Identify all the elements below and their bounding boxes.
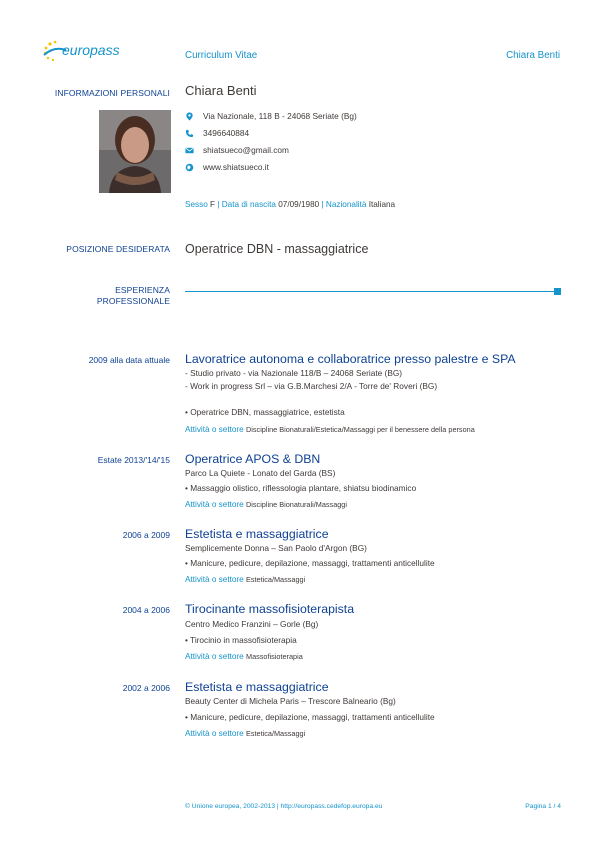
website-row (185, 162, 269, 172)
footer-copyright[interactable]: © Unione europea, 2002-2013 | http://europass.cedefop.europa.eu (185, 803, 383, 810)
website-icon (185, 163, 194, 172)
job-title: Tirocinante massofisioterapista (185, 602, 355, 616)
sector-label: Attività o settore (185, 652, 244, 661)
phone-row (185, 128, 249, 138)
job-sector (185, 652, 303, 661)
phone-text: 3496640884 (203, 128, 250, 138)
phone-icon (185, 129, 194, 138)
experience-label-line1: ESPERIENZA (115, 285, 170, 295)
svg-text:europass: europass (62, 42, 120, 58)
job-bullet: • Massaggio olistico, riflessologia plantare, shiatsu biodinamico (185, 483, 417, 493)
job-title: Estetista e massaggiatrice (185, 527, 329, 541)
personal-details-line (185, 200, 395, 209)
separator: | (217, 200, 220, 209)
footer-page-number: Pagina 1 / 4 (525, 803, 561, 810)
profile-photo (99, 110, 171, 193)
experience-label-line2: PROFESSIONALE (96, 296, 170, 306)
job-line: Semplicemente Donna – San Paolo d'Argon (BG) (185, 543, 367, 553)
address-row (185, 111, 357, 121)
website-text[interactable]: www.shiatsueco.it (203, 162, 269, 172)
sector-value: Estetica/Massaggi (246, 575, 306, 584)
desired-position-value: Operatrice DBN - massaggiatrice (185, 242, 369, 256)
europass-logo (42, 38, 137, 64)
sector-label: Attività o settore (185, 500, 244, 509)
email-icon (185, 146, 194, 155)
job-sector (185, 425, 475, 434)
nationality-value: Italiana (368, 200, 396, 209)
job-date: 2006 a 2009 (122, 530, 170, 540)
sector-label: Attività o settore (185, 575, 244, 584)
job-sector (185, 500, 347, 509)
sector-value: Discipline Bionaturali/Estetica/Massaggi per il benessere della persona (246, 425, 475, 434)
email-text[interactable]: shiatsueco@gmail.com (203, 145, 289, 155)
sector-value: Discipline Bionaturali/Massaggi (246, 500, 347, 509)
email-row (185, 145, 289, 155)
europass-logo-graphic (42, 38, 137, 64)
sector-value: Massofisioterapia (246, 652, 303, 661)
nationality-label: Nazionalità (325, 200, 367, 209)
job-title: Lavoratrice autonoma e collaboratrice presso palestre e SPA (185, 352, 516, 366)
job-bullet: • Manicure, pedicure, depilazione, massaggi, trattamenti anticellulite (185, 558, 435, 568)
job-title: Operatrice APOS & DBN (185, 452, 321, 466)
sex-label: Sesso (185, 200, 208, 209)
section-divider (185, 291, 555, 292)
sector-value: Estetica/Massaggi (246, 729, 306, 738)
profile-photo-illustration (99, 110, 171, 193)
job-line: Parco La Quiete - Lonato del Garda (BS) (185, 468, 336, 478)
job-title: Estetista e massaggiatrice (185, 680, 329, 694)
address-text: Via Nazionale, 118 B - 24068 Seriate (Bg) (203, 111, 357, 121)
doc-title: Curriculum Vitae (185, 50, 258, 61)
job-date: 2009 alla data attuale (88, 355, 170, 365)
header-name: Chiara Benti (506, 50, 560, 61)
job-bullet: • Tirocinio in massofisioterapia (185, 635, 297, 645)
job-date: 2004 a 2006 (122, 605, 170, 615)
personal-info-label: INFORMAZIONI PERSONALI (54, 88, 170, 98)
job-line: Beauty Center di Michela Paris – Trescore Balneario (Bg) (185, 696, 396, 706)
sex-value: F (210, 200, 216, 209)
job-bullet: • Operatrice DBN, massaggiatrice, estetista (185, 407, 345, 417)
desired-position-label: POSIZIONE DESIDERATA (66, 244, 170, 254)
job-line: - Studio privato - via Nazionale 118/B – 24068 Seriate (BG) (185, 368, 403, 378)
birth-value: 07/09/1980 (278, 200, 320, 209)
location-icon (185, 112, 194, 121)
section-divider-marker (554, 288, 561, 295)
job-sector (185, 575, 305, 584)
job-line: - Work in progress Srl – via G.B.Marchesi 2/A - Torre de' Roveri (BG) (185, 381, 438, 391)
birth-label: Data di nascita (221, 200, 276, 209)
job-sector (185, 729, 305, 738)
job-line: Centro Medico Franzini – Gorle (Bg) (185, 619, 319, 629)
job-date: 2002 a 2006 (122, 683, 170, 693)
job-bullet: • Manicure, pedicure, depilazione, massaggi, trattamenti anticellulite (185, 712, 435, 722)
full-name: Chiara Benti (185, 83, 257, 98)
sector-label: Attività o settore (185, 425, 244, 434)
sector-label: Attività o settore (185, 729, 244, 738)
separator: | (321, 200, 324, 209)
job-date: Estate 2013/'14/'15 (97, 455, 170, 465)
